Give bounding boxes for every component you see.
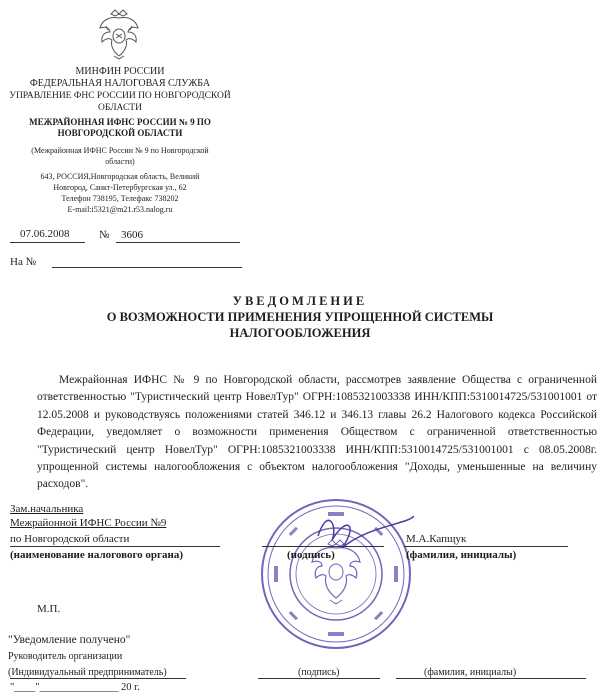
reply-to-underline [52,267,242,268]
number-label: № [99,229,110,241]
address-line: 643, РОССИЯ,Новгородская область, Великий [40,172,200,181]
inspection-name: МЕЖРАЙОННАЯ ИФНС РОССИИ № 9 ПО [29,117,211,127]
signatory-organization: Межрайонной ИФНС России №9 [10,517,167,529]
signatory-name: М.А.Капщук [406,533,467,545]
receipt-signature-underline [258,678,380,679]
receipt-role-alt: (Индивидуальный предприниматель) [8,667,167,678]
ministry-name: МИНФИН РОССИИ [75,66,165,77]
reply-to-label: На № [10,256,37,268]
signatory-region: по Новгородской области [10,533,130,545]
phone-line: Телефон 738195, Телефакс 738202 [61,194,179,203]
name-underline [404,546,568,547]
department-name: УПРАВЛЕНИЕ ФНС РОССИИ ПО НОВГОРОДСКОЙ [9,91,231,101]
address-line: Новгород, Санкт-Петербургская ул., 62 [53,183,187,192]
document-date: 07.06.2008 [20,228,70,240]
notice-body [37,372,597,494]
document-subtitle-cont: НАЛОГООБЛОЖЕНИЯ [229,326,371,340]
role-underline [10,678,186,679]
receipt-name-underline [396,678,586,679]
document-number: 3606 [121,229,143,241]
inspection-short-name-cont: области) [105,157,135,166]
organ-underline [10,546,220,547]
inspection-short-name: (Межрайонная ИФНС России № 9 по Новгородской [31,146,209,155]
service-name: ФЕДЕРАЛЬНАЯ НАЛОГОВАЯ СЛУЖБА [29,78,211,89]
number-underline [116,242,240,243]
notice-body-text: Межрайонная ИФНС № 9 по Новгородской области, рассмотрев заявление Общества с ограниченной ответственностью "Туристический центр НовелТур" ОГРН:1085321003338 ИНН/КПП:5310014725/531001001 от 12.05.2008 и руководствуясь положениями статей 346.12 и 346.13 главы 26.2 Налогового кодекса Российской Федерации, уведомляет о возможности применения Обществом с ограниченной ответственностью "Туристический центр НовелТур" ОГРН:1085321003338 ИНН/КПП:5310014725/531001001 с 08.05.2008г. упрощенной системы налогообложения с объектом налогообложения "Доходы, уменьшенные на величину расходов". [37,374,597,491]
document-subtitle: О ВОЗМОЖНОСТИ ПРИМЕНЕНИЯ УПРОЩЕННОЙ СИСТЕМЫ [106,310,494,324]
signature-caption: (подпись) [287,549,335,561]
seal-place-label: М.П. [37,603,61,615]
signatory-position: Зам.начальника [10,503,84,515]
organ-caption: (наименование налогового органа) [10,549,184,561]
signature-underline [262,546,384,547]
receipt-title: "Уведомление получено" [8,634,131,646]
department-name-cont: ОБЛАСТИ [98,103,142,113]
receipt-signature-caption: (подпись) [298,667,340,678]
date-underline [10,242,85,243]
receipt-date-line: "____"_______________ 20 г. [10,682,140,693]
document-title: УВЕДОМЛЕНИЕ [232,294,368,308]
email-line: E-mail:i5321@m21.r53.nalog.ru [67,205,173,214]
receipt-name-caption: (фамилия, инициалы) [424,667,517,678]
inspection-name-cont: НОВГОРОДСКОЙ ОБЛАСТИ [57,128,183,138]
name-caption: (фамилия, инициалы) [406,549,517,561]
official-stamp [258,496,414,652]
coat-of-arms-emblem [96,8,142,60]
receipt-role: Руководитель организации [8,651,123,662]
